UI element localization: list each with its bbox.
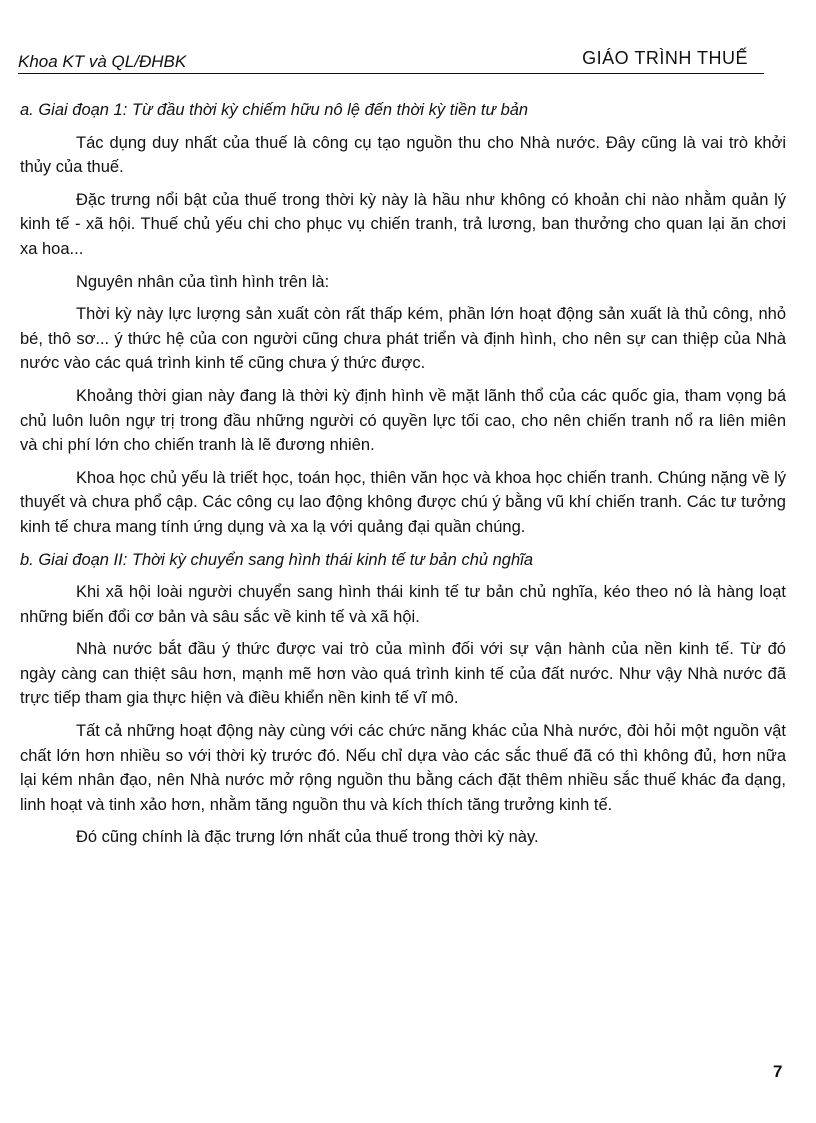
section-a-paragraph: Khoảng thời gian này đang là thời kỳ định hình về mặt lãnh thổ của các quốc gia, tham vọng bá chủ luôn luôn ngự trị trong đầu những người có quyền lực tối cao, cho nên chiến tranh nổ ra liên miên và chi phí lớn cho chiến tranh là lẽ đương nhiên. (20, 386, 786, 455)
section-b-paragraph: Đó cũng chính là đặc trưng lớn nhất của thuế trong thời kỳ này. (76, 828, 539, 847)
page-body (20, 98, 786, 858)
header-department: Khoa KT và QL/ĐHBK (18, 52, 187, 71)
section-b-paragraph: Khi xã hội loài người chuyển sang hình thái kinh tế tư bản chủ nghĩa, kéo theo nó là hàng loạt những biến đổi cơ bản và sâu sắc về kinh tế và xã hội. (20, 583, 786, 626)
section-b-paragraph: Nhà nước bắt đầu ý thức được vai trò của mình đối với sự vận hành của nền kinh tế. Từ đó ngày càng can thiệt sâu hơn, mạnh mẽ hơn vào quá trình kinh tế của đất nước. Như vậy Nhà nước đã trực tiếp tham gia thực hiện và điều khiển nền kinh tế vĩ mô. (20, 640, 786, 708)
section-b-paragraph: Tất cả những hoạt động này cùng với các chức năng khác của Nhà nước, đòi hỏi một nguồn vật chất lớn hơn nhiều so với thời kỳ trước đó. Nếu chỉ dựa vào các sắc thuế đã có thì không đủ, hơn nữa lại kém nhân đạo, nên Nhà nước mở rộng nguồn thu bằng cách đặt thêm nhiều sắc thuế khác đa dạng, linh hoạt và tinh xảo hơn, nhằm tăng nguồn thu và kích thích tăng trưởng kinh tế. (20, 722, 786, 814)
page-number: 7 (773, 1062, 783, 1081)
section-b-heading: b. Giai đoạn II: Thời kỳ chuyển sang hình thái kinh tế tư bản chủ nghĩa (20, 550, 533, 569)
page-header (18, 48, 764, 74)
section-a-paragraph: Tác dụng duy nhất của thuế là công cụ tạo nguồn thu cho Nhà nước. Đây cũng là vai trò khởi thủy của thuế. (20, 133, 786, 177)
header-divider (18, 73, 764, 74)
section-a-paragraph: Khoa học chủ yếu là triết học, toán học, thiên văn học và khoa học chiến tranh. Chúng nặng về lý thuyết và chưa phổ cập. Các công cụ lao động không được chú ý bằng vũ khí chiến tranh. Các tư tưởng kinh tế chưa mang tính ứng dụng và xa lạ với quảng đại quần chúng. (20, 468, 786, 536)
section-a-paragraph: Đặc trưng nổi bật của thuế trong thời kỳ này là hầu như không có khoản chi nào nhằm quản lý kinh tế - xã hội. Thuế chủ yếu chi cho phục vụ chiến tranh, trả lương, ban thưởng cho quan lại ăn chơi xa hoa... (20, 190, 786, 258)
section-a-paragraph: Nguyên nhân của tình hình trên là: (76, 272, 330, 291)
section-a-heading: a. Giai đoạn 1: Từ đầu thời kỳ chiếm hữu nô lệ đến thời kỳ tiền tư bản (20, 101, 529, 119)
header-book-title: GIÁO TRÌNH THUẾ (582, 48, 748, 68)
section-a-paragraph: Thời kỳ này lực lượng sản xuất còn rất thấp kém, phần lớn hoạt động sản xuất là thủ công, nhỏ bé, thô sơ... ý thức hệ của con người cũng chưa phát triển và định hình, cho nên sự can thiệp của Nhà nước vào các quá trình kinh tế cũng chưa ý thức được. (20, 305, 786, 373)
